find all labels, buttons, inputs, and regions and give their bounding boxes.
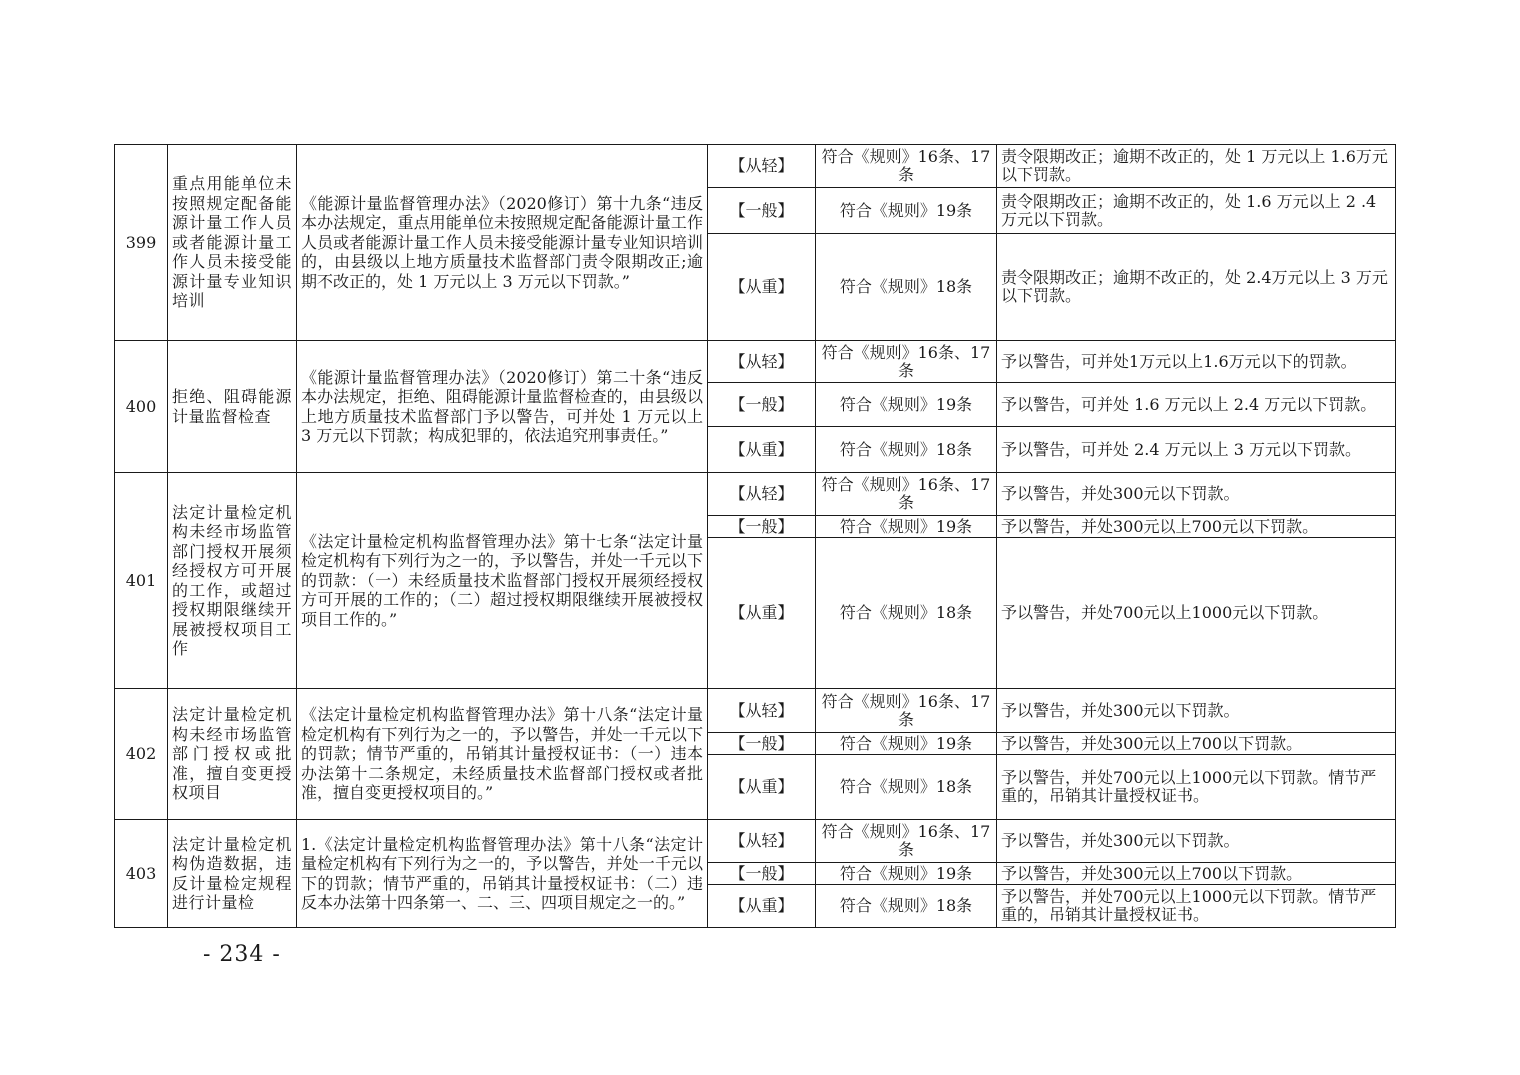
table-row [115,473,1396,516]
discretion-level: 【一般】 [708,383,816,427]
applicable-condition: 符合《规则》19条 [816,733,997,755]
penalty-table [114,144,1396,928]
applicable-condition: 符合《规则》19条 [816,863,997,885]
applicable-condition: 符合《规则》18条 [816,885,997,928]
penalty-standard: 予以警告，并处300元以下罚款。 [997,473,1396,516]
discretion-level: 【从重】 [708,755,816,820]
penalty-standard: 予以警告，并处300元以下罚款。 [997,689,1396,733]
applicable-condition: 符合《规则》16条、17条 [816,820,997,863]
applicable-condition: 符合《规则》16条、17条 [816,341,997,383]
table-row [115,820,1396,863]
penalty-standard: 责令限期改正；逾期不改正的，处 2.4万元以上 3 万元以下罚款。 [997,234,1396,341]
table-row [115,341,1396,383]
discretion-level: 【从轻】 [708,820,816,863]
applicable-condition: 符合《规则》18条 [816,755,997,820]
penalty-standard: 予以警告，并处700元以上1000元以下罚款。 [997,538,1396,689]
violation-item: 法定计量检定机构伪造数据，违反计量检定规程进行计量检 [168,820,297,928]
penalty-standard: 予以警告，并处700元以上1000元以下罚款。情节严重的，吊销其计量授权证书。 [997,885,1396,928]
penalty-standard: 予以警告，可并处 1.6 万元以上 2.4 万元以下罚款。 [997,383,1396,427]
table-row [115,145,1396,188]
applicable-condition: 符合《规则》18条 [816,234,997,341]
violation-item: 法定计量检定机构未经市场监管部门授权开展须经授权方可开展的工作，或超过授权期限继续开展被授权项目工作 [168,473,297,689]
discretion-level: 【一般】 [708,516,816,538]
discretion-level: 【从轻】 [708,689,816,733]
penalty-standard: 予以警告，可并处 2.4 万元以上 3 万元以下罚款。 [997,427,1396,473]
penalty-standard: 予以警告，并处300元以上700元以下罚款。 [997,516,1396,538]
legal-basis: 《法定计量检定机构监督管理办法》第十七条“法定计量检定机构有下列行为之一的，予以警告，并处一千元以下的罚款：（一）未经质量技术监督部门授权开展须经授权方可开展的工作的；（二）超过授权期限继续开展被授权项目工作的。” [297,473,708,689]
applicable-condition: 符合《规则》18条 [816,538,997,689]
table-row [115,689,1396,733]
legal-basis: 《法定计量检定机构监督管理办法》第十八条“法定计量检定机构有下列行为之一的，予以警告，并处一千元以下的罚款；情节严重的，吊销其计量授权证书：（一）违本办法第十二条规定，未经质量技术监督部门授权或者批准，擅自变更授权项目的。” [297,689,708,820]
row-number: 402 [115,689,168,820]
applicable-condition: 符合《规则》16条、17条 [816,473,997,516]
row-number: 401 [115,473,168,689]
applicable-condition: 符合《规则》19条 [816,383,997,427]
page-number: - 234 - [203,942,281,967]
discretion-level: 【从轻】 [708,341,816,383]
discretion-level: 【从轻】 [708,145,816,188]
discretion-level: 【一般】 [708,863,816,885]
penalty-standard: 予以警告，并处700元以上1000元以下罚款。情节严重的，吊销其计量授权证书。 [997,755,1396,820]
discretion-level: 【一般】 [708,733,816,755]
discretion-level: 【从重】 [708,234,816,341]
applicable-condition: 符合《规则》18条 [816,427,997,473]
applicable-condition: 符合《规则》16条、17条 [816,145,997,188]
violation-item: 重点用能单位未按照规定配备能源计量工作人员或者能源计量工作人员未接受能源计量专业知识培训 [168,145,297,341]
discretion-level: 【一般】 [708,188,816,234]
penalty-standard: 责令限期改正；逾期不改正的，处 1.6 万元以上 2 .4万元以下罚款。 [997,188,1396,234]
applicable-condition: 符合《规则》16条、17条 [816,689,997,733]
row-number: 400 [115,341,168,473]
legal-basis: 《能源计量监督管理办法》（2020修订）第二十条“违反本办法规定，拒绝、阻碍能源计量监督检查的，由县级以上地方质量技术监督部门予以警告，可并处 1 万元以上 3 万元以下罚款；构成犯罪的，依法追究刑事责任。” [297,341,708,473]
discretion-level: 【从重】 [708,538,816,689]
row-number: 399 [115,145,168,341]
legal-basis: 1.《法定计量检定机构监督管理办法》第十八条“法定计量检定机构有下列行为之一的，予以警告，并处一千元以下的罚款；情节严重的，吊销其计量授权证书：（二）违反本办法第十四条第一、二、三、四项目规定之一的。” [297,820,708,928]
discretion-level: 【从重】 [708,885,816,928]
violation-item: 法定计量检定机构未经市场监管部门授权或批准，擅自变更授权项目 [168,689,297,820]
row-number: 403 [115,820,168,928]
discretion-level: 【从重】 [708,427,816,473]
applicable-condition: 符合《规则》19条 [816,516,997,538]
penalty-standard: 责令限期改正；逾期不改正的，处 1 万元以上 1.6万元以下罚款。 [997,145,1396,188]
penalty-standard: 予以警告，并处300元以上700以下罚款。 [997,733,1396,755]
applicable-condition: 符合《规则》19条 [816,188,997,234]
penalty-standard: 予以警告，可并处1万元以上1.6万元以下的罚款。 [997,341,1396,383]
discretion-level: 【从轻】 [708,473,816,516]
legal-basis: 《能源计量监督管理办法》（2020修订）第十九条“违反本办法规定，重点用能单位未按照规定配备能源计量工作人员或者能源计量工作人员未接受能源计量专业知识培训的，由县级以上地方质量技术监督部门责令限期改正;逾期不改正的，处 1 万元以上 3 万元以下罚款。” [297,145,708,341]
penalty-standard: 予以警告，并处300元以下罚款。 [997,820,1396,863]
penalty-standard: 予以警告，并处300元以上700以下罚款。 [997,863,1396,885]
violation-item: 拒绝、阻碍能源计量监督检查 [168,341,297,473]
